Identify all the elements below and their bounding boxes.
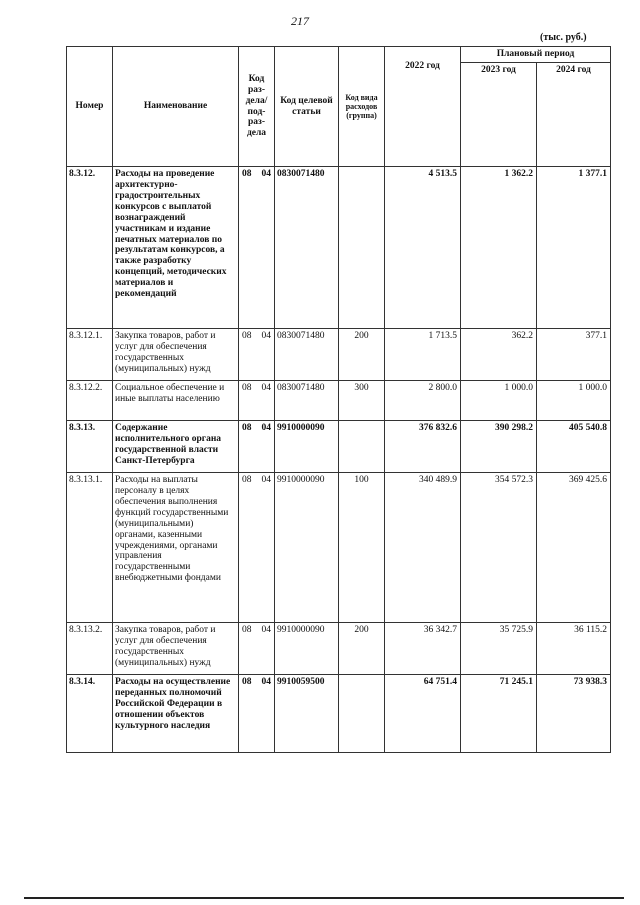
row-target-code: 0830071480 bbox=[275, 381, 339, 421]
header-expense-code: Код вида расходов (группа) bbox=[339, 47, 385, 167]
row-value-2022: 340 489.9 bbox=[385, 473, 461, 623]
row-target-code: 9910000090 bbox=[275, 473, 339, 623]
row-expense-code bbox=[339, 167, 385, 329]
header-year-2023: 2023 год bbox=[461, 63, 537, 167]
subsection-code: 04 bbox=[261, 169, 271, 179]
row-value-2024: 1 000.0 bbox=[537, 381, 611, 421]
table-row bbox=[67, 623, 611, 675]
header-planned-period: Плановый период bbox=[461, 47, 611, 63]
section-code: 08 bbox=[242, 677, 252, 687]
row-section bbox=[239, 623, 275, 675]
row-value-2022: 4 513.5 bbox=[385, 167, 461, 329]
row-name: Расходы на проведение архитектурно-градостроительных конкурсов с выплатой вознаграждений участникам и издание печатных материалов по результатам конкурсов, а также разработку концепций, методических материалов и рекомендаций bbox=[113, 167, 239, 329]
section-code: 08 bbox=[242, 169, 252, 179]
row-name: Содержание исполнительного органа государственной власти Санкт-Петербурга bbox=[113, 421, 239, 473]
row-target-code: 9910059500 bbox=[275, 675, 339, 753]
row-value-2024: 36 115.2 bbox=[537, 623, 611, 675]
row-name: Закупка товаров, работ и услуг для обеспечения государственных (муниципальных) нужд bbox=[113, 329, 239, 381]
row-number: 8.3.14. bbox=[67, 675, 113, 753]
subsection-code: 04 bbox=[261, 331, 271, 341]
row-value-2023: 1 362.2 bbox=[461, 167, 537, 329]
row-name: Закупка товаров, работ и услуг для обеспечения государственных (муниципальных) нужд bbox=[113, 623, 239, 675]
row-target-code: 9910000090 bbox=[275, 623, 339, 675]
subsection-code: 04 bbox=[261, 677, 271, 687]
row-number: 8.3.13.2. bbox=[67, 623, 113, 675]
row-value-2023: 1 000.0 bbox=[461, 381, 537, 421]
header-name: Наименование bbox=[113, 47, 239, 167]
row-name: Расходы на выплаты персоналу в целях обеспечения выполнения функций государственными (муниципальными) органами, казенными учреждениями, органами управления государственными внебюджетными фондами bbox=[113, 473, 239, 623]
row-expense-code bbox=[339, 675, 385, 753]
row-value-2024: 377.1 bbox=[537, 329, 611, 381]
row-number: 8.3.13.1. bbox=[67, 473, 113, 623]
header-section-code: Код раз-дела/ под-раз-дела bbox=[239, 47, 275, 167]
row-section bbox=[239, 421, 275, 473]
subsection-code: 04 bbox=[261, 625, 271, 635]
row-target-code: 0830071480 bbox=[275, 329, 339, 381]
table-row bbox=[67, 675, 611, 753]
row-target-code: 9910000090 bbox=[275, 421, 339, 473]
subsection-code: 04 bbox=[261, 475, 271, 485]
row-number: 8.3.12. bbox=[67, 167, 113, 329]
page-number: 217 bbox=[291, 14, 309, 28]
section-code: 08 bbox=[242, 475, 252, 485]
header-target-code: Код целевой статьи bbox=[275, 47, 339, 167]
row-value-2023: 362.2 bbox=[461, 329, 537, 381]
row-name: Расходы на осуществление переданных полномочий Российской Федерации в отношении объектов культурного наследия bbox=[113, 675, 239, 753]
table-row bbox=[67, 473, 611, 623]
row-section bbox=[239, 381, 275, 421]
row-section bbox=[239, 675, 275, 753]
header-year-2022: 2022 год bbox=[385, 47, 461, 167]
page-bottom-rule bbox=[24, 897, 624, 899]
row-value-2023: 71 245.1 bbox=[461, 675, 537, 753]
row-value-2024: 405 540.8 bbox=[537, 421, 611, 473]
row-expense-code: 200 bbox=[339, 623, 385, 675]
row-value-2022: 36 342.7 bbox=[385, 623, 461, 675]
row-value-2023: 390 298.2 bbox=[461, 421, 537, 473]
section-code: 08 bbox=[242, 331, 252, 341]
row-section bbox=[239, 167, 275, 329]
section-code: 08 bbox=[242, 383, 252, 393]
table-row bbox=[67, 329, 611, 381]
row-section bbox=[239, 329, 275, 381]
units-label: (тыс. руб.) bbox=[540, 32, 587, 43]
row-value-2023: 35 725.9 bbox=[461, 623, 537, 675]
row-number: 8.3.12.1. bbox=[67, 329, 113, 381]
row-number: 8.3.12.2. bbox=[67, 381, 113, 421]
row-value-2023: 354 572.3 bbox=[461, 473, 537, 623]
section-code: 08 bbox=[242, 625, 252, 635]
row-section bbox=[239, 473, 275, 623]
row-value-2024: 369 425.6 bbox=[537, 473, 611, 623]
header-year-2024: 2024 год bbox=[537, 63, 611, 167]
row-expense-code: 100 bbox=[339, 473, 385, 623]
header-number: Номер bbox=[67, 47, 113, 167]
row-number: 8.3.13. bbox=[67, 421, 113, 473]
table-row bbox=[67, 381, 611, 421]
row-value-2024: 1 377.1 bbox=[537, 167, 611, 329]
row-value-2022: 1 713.5 bbox=[385, 329, 461, 381]
table-row bbox=[67, 167, 611, 329]
subsection-code: 04 bbox=[261, 423, 271, 433]
row-expense-code: 300 bbox=[339, 381, 385, 421]
row-value-2022: 2 800.0 bbox=[385, 381, 461, 421]
row-expense-code bbox=[339, 421, 385, 473]
budget-table bbox=[66, 46, 611, 753]
row-value-2024: 73 938.3 bbox=[537, 675, 611, 753]
row-value-2022: 64 751.4 bbox=[385, 675, 461, 753]
row-target-code: 0830071480 bbox=[275, 167, 339, 329]
row-value-2022: 376 832.6 bbox=[385, 421, 461, 473]
table-row bbox=[67, 421, 611, 473]
row-name: Социальное обеспечение и иные выплаты населению bbox=[113, 381, 239, 421]
subsection-code: 04 bbox=[261, 383, 271, 393]
section-code: 08 bbox=[242, 423, 252, 433]
row-expense-code: 200 bbox=[339, 329, 385, 381]
